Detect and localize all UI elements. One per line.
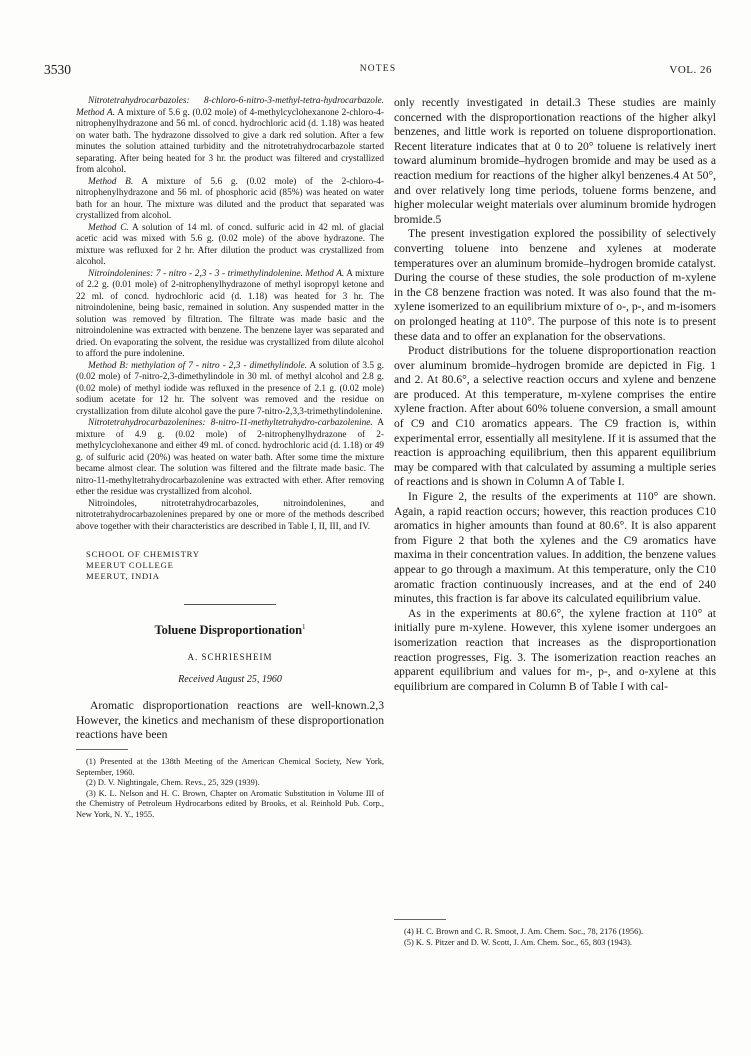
- journal-section: NOTES: [359, 64, 397, 74]
- article-title-text: Toluene Disproportionation: [154, 623, 303, 638]
- paragraph: only recently investigated in detail.3 These studies are mainly concerned with the disproportionation reactions of the higher alkyl benzenes, and little work is reported on toluene disproportionation. Recent literature indicates that at 0 to 20° toluene is relatively inert toward aluminum bromide–hydrogen bromide and may be used as a reaction medium for reactions of the higher alkyl benzenes.4 At 50°, and over relatively long time periods, toluene forms benzene, and higher molecular weight materials over aluminum bromide hydrogen bromide.5: [394, 96, 716, 226]
- footnotes-right: [394, 913, 716, 948]
- paragraph-heading: Nitroindolenines: 7 - nitro - 2,3 - 3 - trimethylindolenine. Method A.: [88, 268, 345, 279]
- footnote-marker: 1: [302, 623, 306, 631]
- paragraph: Aromatic disproportionation reactions are well-known.2,3 However, the kinetics and mechanism of these disproportionation reactions have been: [76, 699, 384, 742]
- section-divider: [184, 604, 276, 605]
- paragraph: In Figure 2, the results of the experiments at 110° are shown. Again, a rapid reaction occurs; however, this reaction produces C10 aromatics in higher amounts than found at 80.6°. It is also apparent from Figure 2 that both the xylenes and the C9 aromatics have maxima in their concentration values. In addition, the benzene values appear to go through a maximum. At this temperature, only the C10 aromatic fraction continuously increases, and at the end of 240 minutes, this fraction is far above its calculated equilibrium value.: [394, 490, 716, 606]
- paragraph-text: A mixture of 4.9 g. (0.02 mole) of 2-nitrophenylhydrazone of 2-methylcyclohexanone and either 49 ml. of concd. hydrochloric acid (d. 1.18) or 49 g. of sulfuric acid (20%) was heated on water bath. After some time the mixture became almost clear. The solution was filtered and the filtrate made basic. The nitro-11-methyltetrahydrocarbazolenine was extracted with ether. After removing ether the residue was crystallized from alcohol.: [76, 418, 384, 497]
- paragraph-text: A solution of 3.5 g. (0.02 mole) of 7-nitro-2,3-dimethylindole in 30 ml. of methyl alcohol and 2.8 g. (0.02 mole) of methyl iodide was refluxed in the presence of 2.1 g. (0.02 mole) sodium acetate for 12 hr. The solvent was removed and the residue on crystallization from dilute alcohol gave the pure 7-nitro-2,3,3-trimethylindolenine.: [76, 360, 384, 417]
- paragraph-heading: Nitrotetrahydrocarbazoles: 8-chloro-6-nitro-3-methyl-tetra-hydrocarbazole. Method A.: [76, 96, 384, 118]
- left-column: [76, 96, 384, 821]
- footnote-divider: [76, 749, 128, 750]
- paragraph: [76, 223, 384, 269]
- paragraph: [76, 499, 384, 534]
- paragraph-heading: Method B.: [88, 176, 134, 187]
- body-text: [394, 96, 716, 694]
- institution-line: MEERUT, INDIA: [86, 571, 160, 581]
- paragraph-heading: Nitrotetrahydrocarbazolenines: 8-nitro-11-methyltetrahydro-carbazolenine.: [88, 418, 373, 428]
- author-name: A. SCHRIESHEIM: [187, 652, 273, 663]
- footnote-divider: [394, 919, 446, 920]
- experimental-section: [76, 96, 384, 533]
- received-date: Received August 25, 1960: [178, 674, 282, 686]
- paragraph: As in the experiments at 80.6°, the xylene fraction at 110° at initially pure m-xylene. However, this xylene isomer undergoes an isomerization reaction that increases as the disproportionation reaction progresses, Fig. 3. The isomerization reaction reaches an apparent equilibrium and values for m-, p-, and o-xylene at this equilibrium are compared in Column B of Table I with cal-: [394, 606, 716, 693]
- introduction: [76, 699, 384, 743]
- paragraph-text: A mixture of 5.6 g. (0.02 mole) of the 2-chloro-4-nitrophenylhydrazone and 56 ml. of phosphoric acid (85%) was heated on water bath for an hour. The mixture was diluted and the product that separated was crystallized from alcohol.: [76, 176, 384, 221]
- paragraph: The present investigation explored the possibility of selectively converting toluene into benzene and xylenes at moderate temperatures over an aluminum bromide–hydrogen bromide catalyst. During the course of these studies, the sole production of m-xylene in the C8 benzene fraction was noted. It was also found that the m-xylene isomerized to an equilibrium mixture of o-, p-, and m-isomers on prolonged heating at 110°. The purpose of this note is to present these data and to offer an explanation for the observations.: [394, 227, 716, 343]
- right-column: [394, 96, 716, 947]
- paragraph: [76, 269, 384, 361]
- paragraph: Product distributions for the toluene disproportionation reaction over aluminum bromide–hydrogen bromide are depicted in Fig. 1 and 2. At 80.6°, a selective reaction occurs and xylene and benzene are produced. At this temperature, m-xylene comprises the entire xylene fraction. After about 60% toluene conversion, a small amount of C9 and C10 aromatics appears. The C9 fraction is, within experimental error, essentially all mesitylene. If it is assumed that the reaction is approaching equilibrium, then this apparent equilibrium may be compared with that calculated by assuming a multiple series of reactions and is shown in Column A of Table I.: [394, 344, 716, 489]
- paragraph: [76, 177, 384, 223]
- paragraph-text: A mixture of 5.6 g. (0.02 mole) of 4-methylcyclohexanone 2-chloro-4-nitrophenylhydrazone and 56 ml. of concd. hydrochloric acid (d. 1.18) was heated on water bath. The hydrazone dissolved to give a dark red solution. After a few minutes the solution attained turbidity and the nitrotetrahydrocarbazole started separating. After being heated for 3 hr. the product was filtered and crystallized from alcohol.: [76, 107, 384, 175]
- institution-line: SCHOOL OF CHEMISTRY: [86, 549, 200, 559]
- institution-address: [86, 549, 384, 582]
- footnote: (5) K. S. Pitzer and D. W. Scott, J. Am. Chem. Soc., 65, 803 (1943).: [404, 937, 632, 947]
- volume-label: VOL. 26: [669, 64, 712, 76]
- paragraph-heading: Method C.: [88, 222, 129, 233]
- paragraph-text: Nitroindoles, nitrotetrahydrocarbazoles, nitroindolenines, and nitrotetrahydrocarbazolenines prepared by one or more of the methods described above together with their characteristics are described in Table I, II, III, and IV.: [76, 498, 384, 532]
- paragraph-text: A solution of 14 ml. of concd. sulfuric acid in 42 ml. of glacial acetic acid was mixed with 5.6 g. (0.02 mole) of the above hydrazone. The mixture was refluxed for 2 hr. After dilution the product was crystallized from alcohol.: [76, 222, 384, 267]
- paragraph: [76, 418, 384, 499]
- paragraph-text: A mixture of 2.2 g. (0.01 mole) of 2-nitrophenylhydrazone of methyl isopropyl ketone and 22 ml. of concd. hydrochloric acid (d. 1.18) was heated for 3 hr. The nitroindolenine, being basic, remained in solution. Any suspended matter in the solution was removed by filtration. The filtrate was made basic and the nitroindolenine was extracted with benzene. The benzene layer was separated and dried. On evaporating the solvent, the residue was crystallized from dilute alcohol to afford the pure indolenine.: [76, 268, 384, 359]
- footnote: (1) Presented at the 138th Meeting of the American Chemical Society, New York, September, 1960.: [76, 756, 384, 777]
- paragraph: [76, 96, 384, 177]
- footnote: (4) H. C. Brown and C. R. Smoot, J. Am. Chem. Soc., 78, 2176 (1956).: [404, 927, 644, 936]
- page-number: 3530: [44, 62, 71, 77]
- footnote: (3) K. L. Nelson and H. C. Brown, Chapter on Aromatic Substitution in Volume III of the Chemistry of Petroleum Hydrocarbons edited by Brooks, et al. Reinhold Pub. Corp., New York, N. Y., 1955.: [76, 788, 384, 819]
- footnote: (2) D. V. Nightingale, Chem. Revs., 25, 329 (1939).: [86, 778, 260, 788]
- paragraph-heading: Method B: methylation of 7 - nitro - 2,3 - dimethylindole.: [88, 360, 308, 371]
- paragraph: [76, 361, 384, 419]
- institution-line: MEERUT COLLEGE: [86, 560, 174, 570]
- article-title: [76, 623, 384, 638]
- running-header: [44, 62, 712, 80]
- footnotes: [76, 757, 384, 821]
